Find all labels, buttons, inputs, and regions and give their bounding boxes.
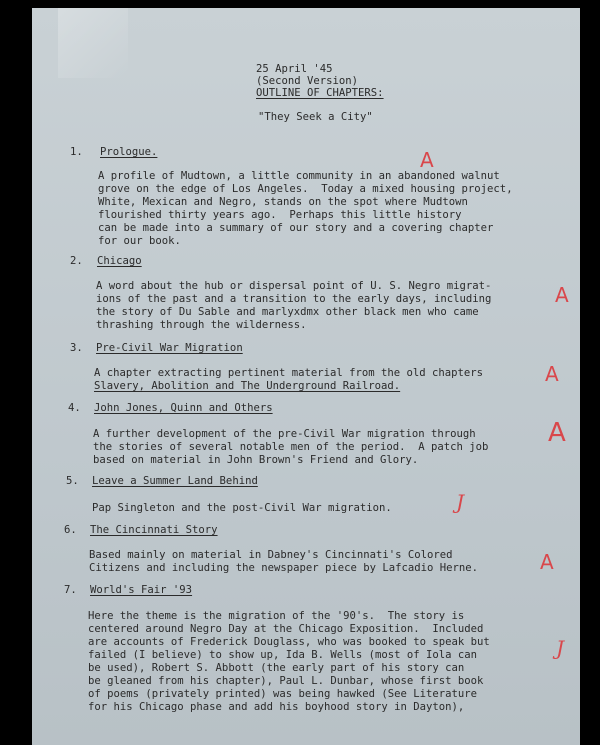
chapter-1-line-1: A profile of Mudtown, a little community in an abandoned walnut xyxy=(98,170,500,182)
chapter-2-line-4: thrashing through the wilderness. xyxy=(96,319,307,331)
chapter-4-grade-mark: A xyxy=(548,418,566,448)
chapter-3-title: Pre-Civil War Migration xyxy=(96,342,243,354)
chapter-2-number: 2. xyxy=(70,255,83,267)
doc-title: "They Seek a City" xyxy=(258,111,373,123)
chapter-7-line-8: for his Chicago phase and add his boyhood story in Dayton), xyxy=(88,701,465,713)
chapter-5-title: Leave a Summer Land Behind xyxy=(92,475,258,487)
chapter-1-line-6: for our book. xyxy=(98,235,181,247)
chapter-1-line-4: flourished thirty years ago. Perhaps this little history xyxy=(98,209,462,221)
chapter-7-line-2: centered around Negro Day at the Chicago Exposition. Included xyxy=(88,623,484,635)
chapter-7-line-3: are accounts of Frederick Douglass, who was booked to speak but xyxy=(88,636,490,648)
chapter-1-number: 1. xyxy=(70,146,83,158)
chapter-2-title: Chicago xyxy=(97,255,142,267)
chapter-6-title: The Cincinnati Story xyxy=(90,524,218,536)
chapter-6-grade-mark: A xyxy=(540,550,554,574)
chapter-4-number: 4. xyxy=(68,402,81,414)
chapter-2-line-2: ions of the past and a transition to the early days, including xyxy=(96,293,492,305)
chapter-3-grade-mark: A xyxy=(545,362,559,386)
doc-date: 25 April '45 xyxy=(256,63,333,75)
chapter-7-line-5: be used), Robert S. Abbott (the early part of his story can xyxy=(88,662,465,674)
chapter-6-number: 6. xyxy=(64,524,77,536)
chapter-3-line-2: Slavery, Abolition and The Underground Railroad. xyxy=(94,380,401,392)
chapter-5-grade-mark: J xyxy=(456,490,465,514)
chapter-4-line-1: A further development of the pre-Civil War migration through xyxy=(93,428,476,440)
chapter-1-title: Prologue. xyxy=(100,146,158,158)
chapter-5-number: 5. xyxy=(66,475,79,487)
chapter-4-title: John Jones, Quinn and Others xyxy=(94,402,273,414)
chapter-2-grade-mark: A xyxy=(555,283,569,307)
chapter-7-line-1: Here the theme is the migration of the '90's. The story is xyxy=(88,610,465,622)
chapter-1-line-5: can be made into a summary of our story and a covering chapter xyxy=(98,222,494,234)
chapter-3-number: 3. xyxy=(70,342,83,354)
chapter-2-line-1: A word about the hub or dispersal point of U. S. Negro migrat- xyxy=(96,280,492,292)
chapter-7-grade-mark: J xyxy=(556,636,565,660)
chapter-5-line-1: Pap Singleton and the post-Civil War migration. xyxy=(92,502,392,514)
doc-version: (Second Version) xyxy=(256,75,359,87)
chapter-1-line-3: White, Mexican and Negro, stands on the spot where Mudtown xyxy=(98,196,468,208)
chapter-6-line-2: Citizens and including the newspaper piece by Lafcadio Herne. xyxy=(89,562,479,574)
chapter-1-grade-mark: A xyxy=(420,148,434,172)
chapter-4-line-3: based on material in John Brown's Friend and Glory. xyxy=(93,454,419,466)
chapter-7-line-4: failed (I believe) to show up, Ida B. Wells (most of Iola can xyxy=(88,649,478,661)
doc-outline-heading: OUTLINE OF CHAPTERS: xyxy=(256,87,384,99)
chapter-3-line-1: A chapter extracting pertinent material from the old chapters xyxy=(94,367,484,379)
chapter-7-number: 7. xyxy=(64,584,77,596)
chapter-4-line-2: the stories of several notable men of the period. A patch job xyxy=(93,441,489,453)
chapter-7-title: World's Fair '93 xyxy=(90,584,193,596)
chapter-7-line-6: be gleaned from his chapter), Paul L. Dunbar, whose first book xyxy=(88,675,484,687)
chapter-2-line-3: the story of Du Sable and marlyxdmx other black men who came xyxy=(96,306,479,318)
chapter-6-line-1: Based mainly on material in Dabney's Cincinnati's Colored xyxy=(89,549,453,561)
chapter-7-line-7: of poems (privately printed) was being hawked (See Literature xyxy=(88,688,478,700)
chapter-1-line-2: grove on the edge of Los Angeles. Today a mixed housing project, xyxy=(98,183,513,195)
